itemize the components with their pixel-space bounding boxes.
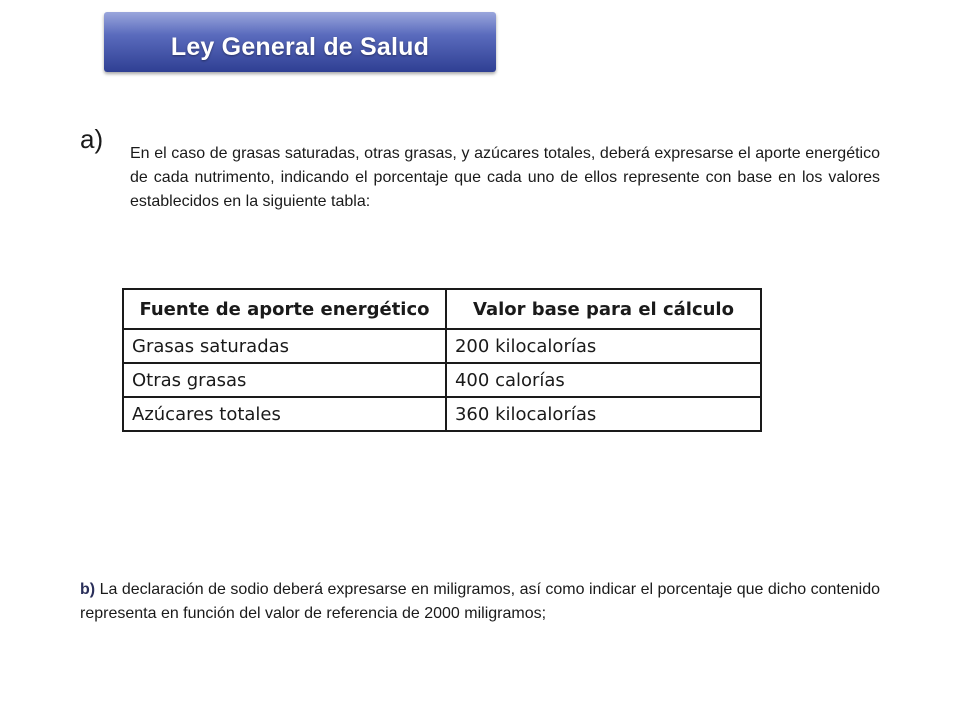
page-title: Ley General de Salud [170,32,430,61]
title-banner [104,12,496,72]
table-cell: 200 kilocalorías [446,329,761,363]
table-header-cell: Fuente de aporte energético [123,289,446,329]
energy-source-table [122,288,762,432]
table-cell: Otras grasas [123,363,446,397]
table-header-row [123,289,761,329]
table-cell: Grasas saturadas [123,329,446,363]
table-cell: Azúcares totales [123,397,446,431]
table-row [123,329,761,363]
table-row [123,363,761,397]
table-cell: 360 kilocalorías [446,397,761,431]
table-cell: 400 calorías [446,363,761,397]
table-header-cell: Valor base para el cálculo [446,289,761,329]
item-a-marker: a) [80,124,104,154]
paragraph-a: En el caso de grasas saturadas, otras grasas, y azúcares totales, deberá expresarse el aporte energético de cada nutrimento, indicando el porcentaje que cada uno de ellos represente con base en los valores establecidos en la siguiente tabla: [130,145,880,210]
item-b-marker: b) [80,581,96,598]
paragraph-b-text: La declaración de sodio deberá expresarse en miligramos, así como indicar el porcentaje que dicho contenido representa en función del valor de referencia de 2000 miligramos; [80,581,881,622]
table-row [123,397,761,431]
paragraph-b [80,578,880,626]
